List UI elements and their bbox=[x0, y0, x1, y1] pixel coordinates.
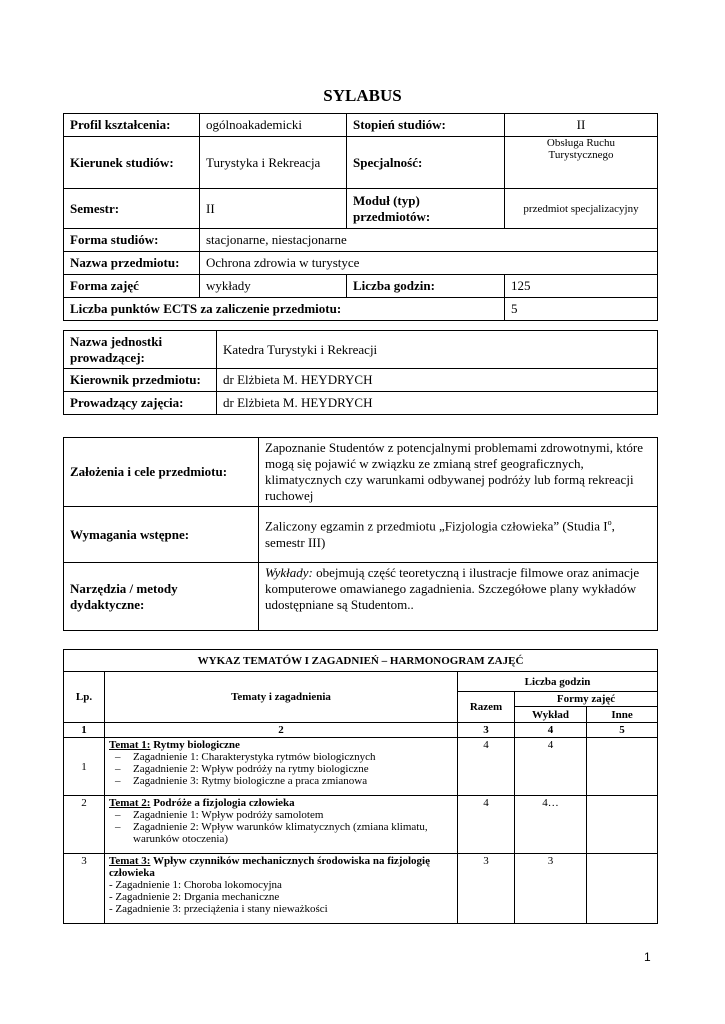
jednostka-value: Katedra Turystyki i Rekreacji bbox=[217, 331, 658, 369]
col-wyklad-header: Wykład bbox=[515, 707, 587, 723]
goals-table bbox=[63, 437, 658, 631]
list-item: – Zagadnienie 1: Wpływ podróży samolotem bbox=[115, 809, 453, 821]
col-number: 3 bbox=[458, 723, 515, 738]
row-lp: 2 bbox=[64, 796, 105, 854]
row-wyklad: 4… bbox=[515, 796, 587, 854]
semestr-value: II bbox=[200, 189, 347, 229]
list-item: - Zagadnienie 2: Drgania mechaniczne bbox=[109, 891, 280, 903]
zalozenia-value: Zapoznanie Studentów z potencjalnymi problemami zdrowotnymi, które mogą się pojawić w związku ze zmianą stref geograficznych, klimatycznych czy warunkami odbywanej podróży lub formą rekreacji ruchowej bbox=[259, 438, 658, 507]
modul-label: Moduł (typ) przedmiotów: bbox=[347, 189, 505, 229]
col-number: 4 bbox=[515, 723, 587, 738]
col-formy-header: Formy zajęć bbox=[515, 692, 658, 707]
col-number: 5 bbox=[587, 723, 658, 738]
list-item: – Zagadnienie 2: Wpływ warunków klimatycznych (zmiana klimatu, warunków otoczenia) bbox=[115, 821, 453, 845]
kierownik-value: dr Elżbieta M. HEYDRYCH bbox=[217, 369, 658, 392]
row-topic bbox=[105, 854, 458, 924]
list-item: – Zagadnienie 3: Rytmy biologiczne a praca zmianowa bbox=[115, 775, 453, 787]
schedule-table bbox=[63, 649, 658, 924]
wymagania-degree: o bbox=[607, 518, 612, 528]
ects-label: Liczba punktów ECTS za zaliczenie przedmiotu: bbox=[64, 298, 505, 321]
wymagania-value bbox=[259, 507, 658, 563]
prowadzacy-label: Prowadzący zajęcia: bbox=[64, 392, 217, 415]
table-row bbox=[64, 796, 658, 854]
page-number: 1 bbox=[644, 950, 651, 964]
row-wyklad: 3 bbox=[515, 854, 587, 924]
list-item: - Zagadnienie 3: przeciążenia i stany nieważkości bbox=[109, 903, 328, 915]
topic-title: Podróże a fizjologia człowieka bbox=[150, 797, 295, 809]
page-title: SYLABUS bbox=[323, 86, 402, 105]
liczba-godzin-label: Liczba godzin: bbox=[347, 275, 505, 298]
semestr-label: Semestr: bbox=[64, 189, 200, 229]
wymagania-text: Zaliczony egzamin z przedmiotu „Fizjologia człowieka” (Studia I bbox=[265, 518, 608, 534]
col-liczba-header: Liczba godzin bbox=[458, 672, 658, 692]
list-item: – Zagadnienie 2: Wpływ podróży na rytmy biologiczne bbox=[115, 763, 453, 775]
topic-title: Wpływ czynników mechanicznych środowiska na fizjologię człowieka bbox=[109, 855, 430, 879]
prowadzacy-value: dr Elżbieta M. HEYDRYCH bbox=[217, 392, 658, 415]
row-razem: 4 bbox=[458, 738, 515, 796]
jednostka-label: Nazwa jednostki prowadzącej: bbox=[64, 331, 217, 369]
kierownik-label: Kierownik przedmiotu: bbox=[64, 369, 217, 392]
nazwa-przedmiotu-value: Ochrona zdrowia w turystyce bbox=[200, 252, 658, 275]
row-inne bbox=[587, 854, 658, 924]
col-tematy-header: Tematy i zagadnienia bbox=[105, 672, 458, 723]
row-inne bbox=[587, 738, 658, 796]
profil-value: ogólnoakademicki bbox=[200, 114, 347, 137]
nazwa-przedmiotu-label: Nazwa przedmiotu: bbox=[64, 252, 200, 275]
row-razem: 3 bbox=[458, 854, 515, 924]
stopien-value: II bbox=[505, 114, 658, 137]
list-item: - Zagadnienie 1: Choroba lokomocyjna bbox=[109, 879, 282, 891]
table-row bbox=[64, 854, 658, 924]
col-number: 2 bbox=[105, 723, 458, 738]
narzedzia-label: Narzędzia / metody dydaktyczne: bbox=[64, 563, 259, 631]
narzedzia-text: obejmują część teoretyczną i ilustracje filmowe oraz animacje komputerowe omawianego zagadnienia. Szczegółowe plany wykładów udostępniane są Studentom.. bbox=[265, 565, 640, 612]
forma-zajec-label: Forma zajęć bbox=[64, 275, 200, 298]
wymagania-text-end: , semestr III) bbox=[265, 518, 615, 550]
liczba-godzin-value: 125 bbox=[505, 275, 658, 298]
row-razem: 4 bbox=[458, 796, 515, 854]
forma-studiow-value: stacjonarne, niestacjonarne bbox=[200, 229, 658, 252]
forma-zajec-value: wykłady bbox=[200, 275, 347, 298]
kierunek-value: Turystyka i Rekreacja bbox=[200, 137, 347, 189]
narzedzia-italic: Wykłady: bbox=[265, 565, 313, 580]
wymagania-label: Wymagania wstępne: bbox=[64, 507, 259, 563]
row-lp: 3 bbox=[64, 854, 105, 924]
kierunek-label: Kierunek studiów: bbox=[64, 137, 200, 189]
list-item: – Zagadnienie 1: Charakterystyka rytmów biologicznych bbox=[115, 751, 453, 763]
topic-prefix: Temat 1: bbox=[109, 739, 151, 751]
schedule-heading: WYKAZ TEMATÓW I ZAGADNIEŃ – HARMONOGRAM ZAJĘĆ bbox=[64, 650, 658, 672]
topic-prefix: Temat 2: bbox=[109, 797, 151, 809]
zalozenia-label: Założenia i cele przedmiotu: bbox=[64, 438, 259, 507]
row-topic bbox=[105, 738, 458, 796]
narzedzia-value bbox=[259, 563, 658, 631]
col-number: 1 bbox=[64, 723, 105, 738]
col-razem-header: Razem bbox=[458, 692, 515, 723]
col-inne-header: Inne bbox=[587, 707, 658, 723]
stopien-label: Stopień studiów: bbox=[347, 114, 505, 137]
modul-value: przedmiot specjalizacyjny bbox=[505, 189, 658, 229]
row-lp: 1 bbox=[64, 738, 105, 796]
course-info-table bbox=[63, 113, 658, 321]
table-row bbox=[64, 738, 658, 796]
forma-studiow-label: Forma studiów: bbox=[64, 229, 200, 252]
row-wyklad: 4 bbox=[515, 738, 587, 796]
specjalnosc-value: Obsługa Ruchu Turystycznego bbox=[505, 137, 658, 189]
specjalnosc-label: Specjalność: bbox=[347, 137, 505, 189]
topic-prefix: Temat 3: bbox=[109, 855, 151, 867]
profil-label: Profil kształcenia: bbox=[64, 114, 200, 137]
ects-value: 5 bbox=[505, 298, 658, 321]
col-lp-header: Lp. bbox=[64, 672, 105, 723]
row-inne bbox=[587, 796, 658, 854]
unit-table bbox=[63, 330, 658, 415]
topic-title: Rytmy biologiczne bbox=[150, 739, 240, 751]
row-topic bbox=[105, 796, 458, 854]
